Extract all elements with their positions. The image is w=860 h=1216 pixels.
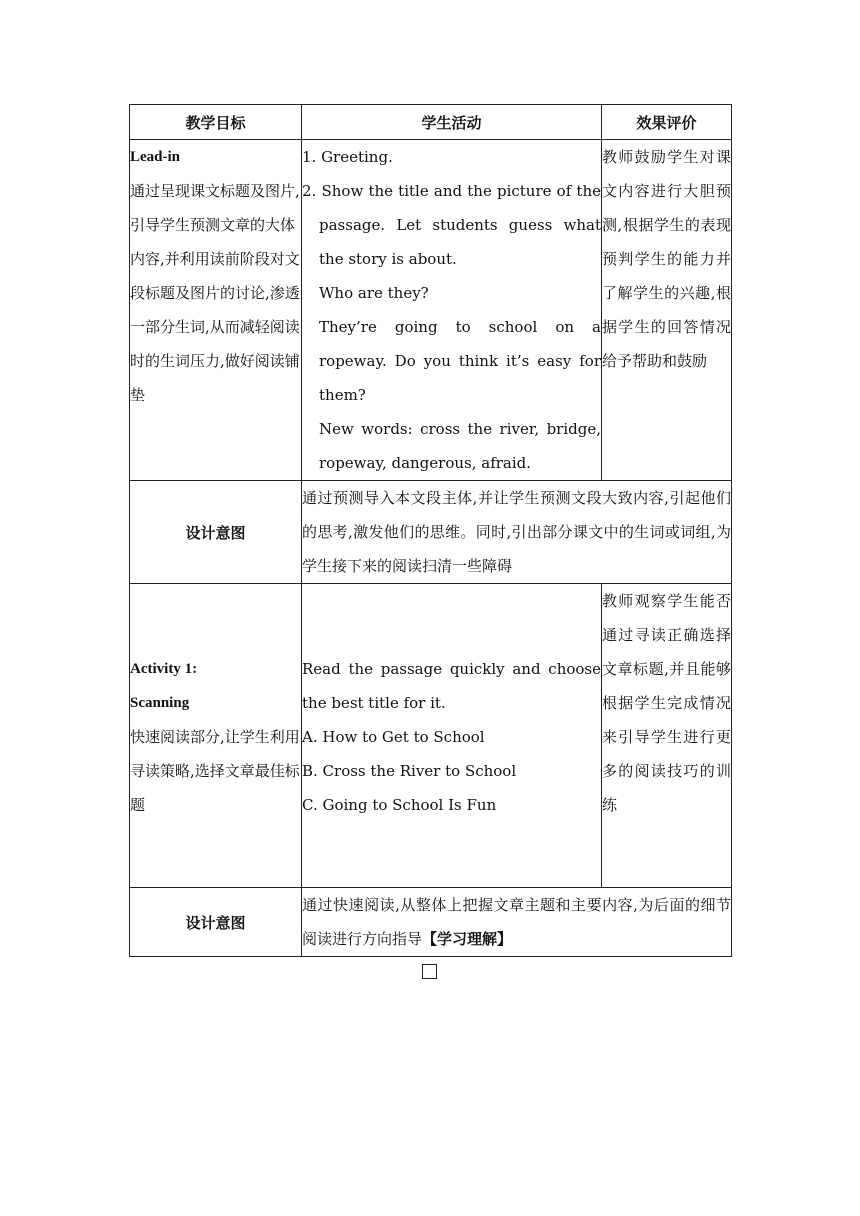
empty-checkbox bbox=[422, 964, 437, 979]
activity-line: B. Cross the River to School bbox=[302, 762, 517, 780]
lesson-plan-table bbox=[129, 104, 732, 957]
activity-line: A. How to Get to School bbox=[302, 728, 485, 746]
activity-line: C. Going to School Is Fun bbox=[302, 796, 497, 814]
activity-line: They’re going to school on a ropeway. Do you think it’s easy for them? bbox=[319, 318, 601, 404]
lead-in-row bbox=[130, 140, 732, 481]
activity1-activity-cell bbox=[302, 584, 602, 888]
lead-in-goal-cell bbox=[130, 140, 302, 481]
activity1-title: Activity 1: bbox=[130, 661, 198, 677]
table-header-row bbox=[130, 105, 732, 140]
design-intent-body: 通过快速阅读,从整体上把握文章主题和主要内容,为后面的细节阅读进行方向指导 bbox=[302, 896, 731, 948]
activity1-evaluation-cell: 教师观察学生能否通过寻读正确选择文章标题,并且能够根据学生完成情况来引导学生进行更多的阅读技巧的训练 bbox=[602, 584, 732, 888]
activity1-subtitle: Scanning bbox=[130, 695, 190, 711]
design-intent-row bbox=[130, 888, 732, 957]
activity-line: 2. Show the title and the picture of the passage. Let students guess what the story is about. bbox=[302, 182, 601, 268]
activity1-row bbox=[130, 584, 732, 888]
activity1-goal-text: 快速阅读部分,让学生利用寻读策略,选择文章最佳标题 bbox=[130, 728, 300, 814]
lead-in-goal-text: 通过呈现课文标题及图片,引导学生预测文章的大体内容,并利用读前阶段对文段标题及图片的讨论,渗透一部分生词,从而减轻阅读时的生词压力,做好阅读铺垫 bbox=[130, 182, 300, 404]
activity-line: Read the passage quickly and choose the best title for it. bbox=[302, 660, 601, 712]
header-teaching-goal: 教学目标 bbox=[130, 105, 302, 140]
lead-in-activity-cell bbox=[302, 140, 602, 481]
header-evaluation: 效果评价 bbox=[602, 105, 732, 140]
design-intent-text: 通过预测导入本文段主体,并让学生预测文段大致内容,引起他们的思考,激发他们的思维。同时,引出部分课文中的生词或词组,为学生接下来的阅读扫清一些障碍 bbox=[302, 481, 732, 584]
design-intent-text bbox=[302, 888, 732, 957]
activity-line: New words: cross the river, bridge, ropeway, dangerous, afraid. bbox=[319, 420, 601, 472]
design-intent-label: 设计意图 bbox=[130, 888, 302, 957]
activity-line: Who are they? bbox=[319, 284, 429, 302]
activity-line: 1. Greeting. bbox=[302, 148, 393, 166]
design-intent-label: 设计意图 bbox=[130, 481, 302, 584]
learning-tag: 【学习理解】 bbox=[422, 930, 513, 948]
header-student-activity: 学生活动 bbox=[302, 105, 602, 140]
lead-in-title: Lead-in bbox=[130, 149, 181, 165]
lead-in-evaluation-cell: 教师鼓励学生对课文内容进行大胆预测,根据学生的表现预判学生的能力并了解学生的兴趣,根据学生的回答情况给予帮助和鼓励 bbox=[602, 140, 732, 481]
design-intent-row bbox=[130, 481, 732, 584]
activity1-goal-cell bbox=[130, 584, 302, 888]
